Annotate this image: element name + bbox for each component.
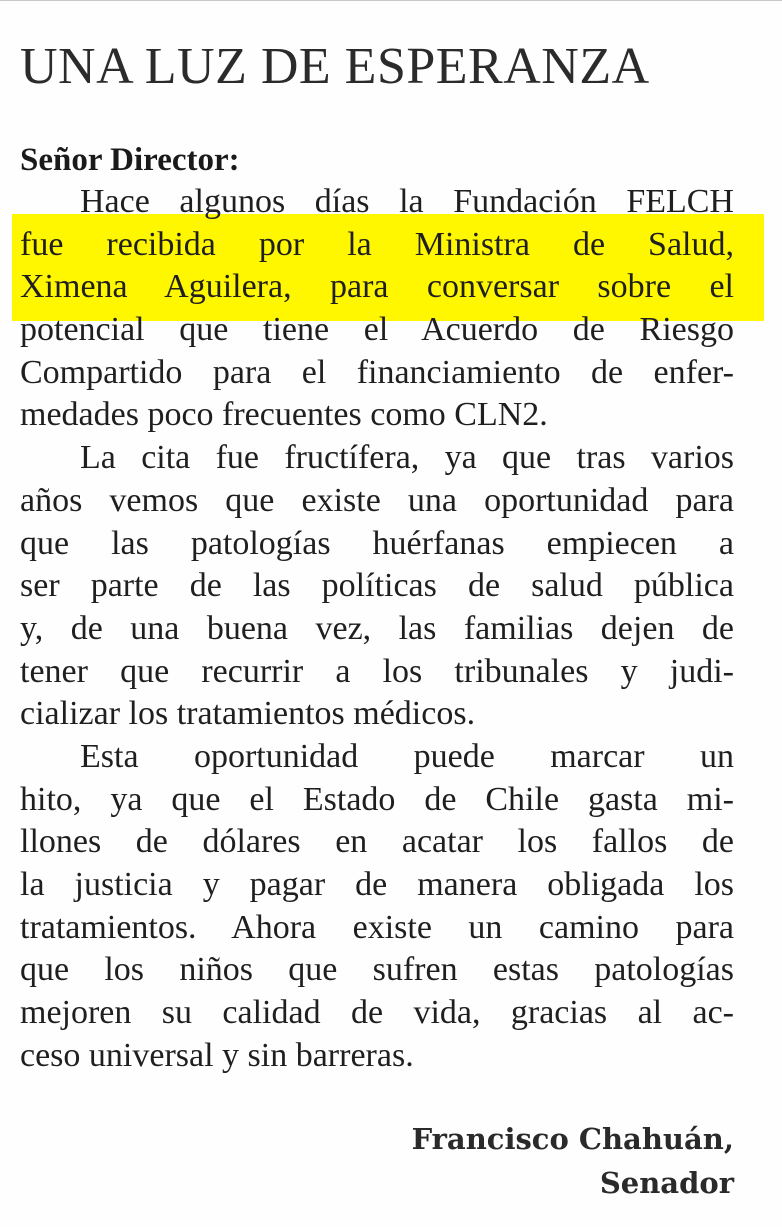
body-line: Esta oportunidad puede marcar un <box>80 737 734 775</box>
letter-signature <box>412 1117 734 1205</box>
body-line-highlighted: fue recibida por la Ministra de Salud, <box>20 225 734 263</box>
body-line: tratamientos. Ahora existe un camino para <box>20 908 734 946</box>
body-line: y, de una buena vez, las familias dejen de <box>20 609 734 647</box>
body-line: potencial que tiene el Acuerdo de Riesgo <box>20 311 734 349</box>
letter-body <box>20 181 734 1077</box>
body-line: años vemos que existe una oportunidad para <box>20 481 734 519</box>
signature-title: Senador <box>599 1166 734 1200</box>
body-line-highlighted: Ximena Aguilera, para conversar sobre el <box>20 268 734 306</box>
body-line: llones de dólares en acatar los fallos de <box>20 823 734 861</box>
body-line: La cita fue fructífera, ya que tras varios <box>80 439 734 477</box>
letter-headline: UNA LUZ DE ESPERANZA <box>20 38 650 95</box>
body-line: ceso universal y sin barreras. <box>20 1036 414 1074</box>
body-line: hito, ya que el Estado de Chile gasta mi- <box>20 780 734 818</box>
body-line: tener que recurrir a los tribunales y judi- <box>20 652 734 690</box>
body-line: mejoren su calidad de vida, gracias al ac- <box>20 994 734 1032</box>
body-line: medades poco frecuentes como CLN2. <box>20 396 548 434</box>
body-line: que las patologías huérfanas empiecen a <box>20 524 734 562</box>
body-line: Hace algunos días la Fundación FELCH <box>80 183 734 220</box>
body-line: Compartido para el financiamiento de enfer- <box>20 353 734 391</box>
signature-name: Francisco Chahuán, <box>411 1122 734 1156</box>
letter-salutation: Señor Director: <box>20 142 240 178</box>
body-line: ser parte de las políticas de salud pública <box>20 567 734 605</box>
body-line: la justicia y pagar de manera obligada los <box>20 866 734 903</box>
body-line: que los niños que sufren estas patologías <box>20 951 734 989</box>
body-line: cializar los tratamientos médicos. <box>20 695 476 733</box>
